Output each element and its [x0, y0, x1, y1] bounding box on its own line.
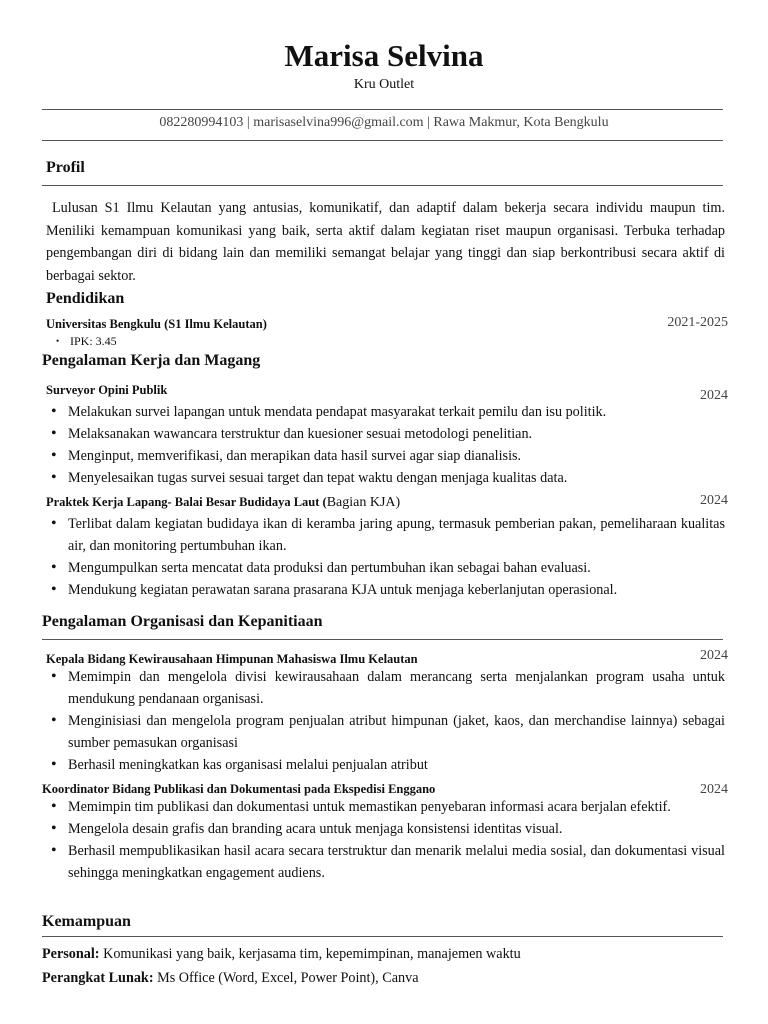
skill-personal-value: Komunikasi yang baik, kerjasama tim, kepemimpinan, manajemen waktu: [103, 946, 521, 962]
list-item: • Mengumpulkan serta mencatat data produksi dan pertumbuhan ikan sebagai bahan evaluasi.: [48, 557, 725, 579]
skill-software: [42, 970, 419, 987]
list-item: • Memimpin dan mengelola divisi kewirausahaan dalam merancang serta menjalankan program usaha untuk mendukung pendanaan organisasi.: [48, 666, 725, 710]
list-item: • Menginput, memverifikasi, dan merapikan data hasil survei agar siap dianalisis.: [48, 445, 725, 467]
job-year: 2024: [700, 388, 728, 403]
org-bullets: [48, 796, 725, 884]
education-school: Universitas Bengkulu (S1 Ilmu Kelautan): [46, 317, 267, 331]
header-rule-top: [42, 109, 723, 110]
list-item: • Mengelola desain grafis dan branding acara untuk menjaga konsistensi identitas visual.: [48, 818, 725, 840]
section-title-profil: Profil: [46, 159, 85, 176]
list-item: • Berhasil mempublikasikan hasil acara secara terstruktur dan menarik melalui media sosial, dan dokumentasi visual sehingga meningkatkan engagement audiens.: [48, 840, 725, 884]
section-title-kerja: Pengalaman Kerja dan Magang: [42, 352, 261, 369]
org-bullets: [48, 666, 725, 776]
candidate-name: Marisa Selvina: [284, 38, 484, 73]
section-rule-kemampuan: [42, 936, 723, 937]
list-item: • Menginisiasi dan mengelola program penjualan atribut himpunan (jaket, kaos, dan merchandise lainnya) sebagai sumber pemasukan organisasi: [48, 710, 725, 754]
skill-software-value: Ms Office (Word, Excel, Power Point), Canva: [157, 970, 419, 986]
education-details: [56, 334, 117, 349]
job-title: Surveyor Opini Publik: [46, 383, 168, 397]
org-year: 2024: [700, 648, 728, 663]
job-bullets: [48, 401, 725, 489]
header-rule-bottom: [42, 140, 723, 141]
org-title: Koordinator Bidang Publikasi dan Dokumentasi pada Ekspedisi Enggano: [42, 782, 436, 796]
section-title-pendidikan: Pendidikan: [46, 290, 125, 307]
section-rule-profil: [42, 185, 723, 186]
skill-software-label: Perangkat Lunak:: [42, 970, 154, 986]
candidate-role: Kru Outlet: [353, 77, 415, 92]
list-item: • Melaksanakan wawancara terstruktur dan kuesioner sesuai metodologi penelitian.: [48, 423, 725, 445]
org-year: 2024: [700, 782, 728, 797]
list-item: • Memimpin tim publikasi dan dokumentasi untuk memastikan penyebaran informasi acara berjalan efektif.: [48, 796, 725, 818]
job-year: 2024: [700, 493, 728, 508]
contact-line: 082280994103 | marisaselvina996@gmail.com | Rawa Makmur, Kota Bengkulu: [159, 115, 609, 130]
list-item: • Menyelesaikan tugas survei sesuai target dan tepat waktu dengan menjaga kualitas data.: [48, 467, 725, 489]
list-item: • Melakukan survei lapangan untuk mendata pendapat masyarakat terkait pemilu dan isu politik.: [48, 401, 725, 423]
job-title-main: Praktek Kerja Lapang- Balai Besar Budidaya Laut (: [46, 495, 327, 509]
job-bullets: [48, 513, 725, 601]
section-rule-organisasi: [42, 639, 723, 640]
education-years: 2021-2025: [667, 315, 728, 330]
education-ipk: • IPK: 3.45: [56, 334, 117, 349]
list-item: • Berhasil meningkatkan kas organisasi melalui penjualan atribut: [48, 754, 725, 776]
list-item: • Terlibat dalam kegiatan budidaya ikan di keramba jaring apung, termasuk pemberian pakan, pemeliharaan kualitas air, dan monitoring pertumbuhan ikan.: [48, 513, 725, 557]
section-title-organisasi: Pengalaman Organisasi dan Kepanitiaan: [42, 613, 323, 630]
job-title: [46, 495, 400, 511]
list-item: • Mendukung kegiatan perawatan sarana prasarana KJA untuk menjaga keberlanjutan operasional.: [48, 579, 725, 601]
profil-text: Lulusan S1 Ilmu Kelautan yang antusias, komunikatif, dan adaptif dalam bekerja secara individu maupun tim. Meniliki kemampuan komunikasi yang baik, serta aktif dalam kegiatan riset maupun organisasi. Terbuka terhadap pengembangan diri di bidang lain dan memiliki semangat belajar yang tinggi dan siap berkontribusi secara aktif di berbagai sektor.: [46, 200, 725, 284]
section-title-kemampuan: Kemampuan: [42, 913, 131, 930]
job-title-detail: Bagian KJA): [326, 495, 401, 510]
org-title: Kepala Bidang Kewirausahaan Himpunan Mahasiswa Ilmu Kelautan: [46, 652, 418, 666]
skill-personal-label: Personal:: [42, 946, 100, 962]
skill-personal: [42, 946, 521, 963]
